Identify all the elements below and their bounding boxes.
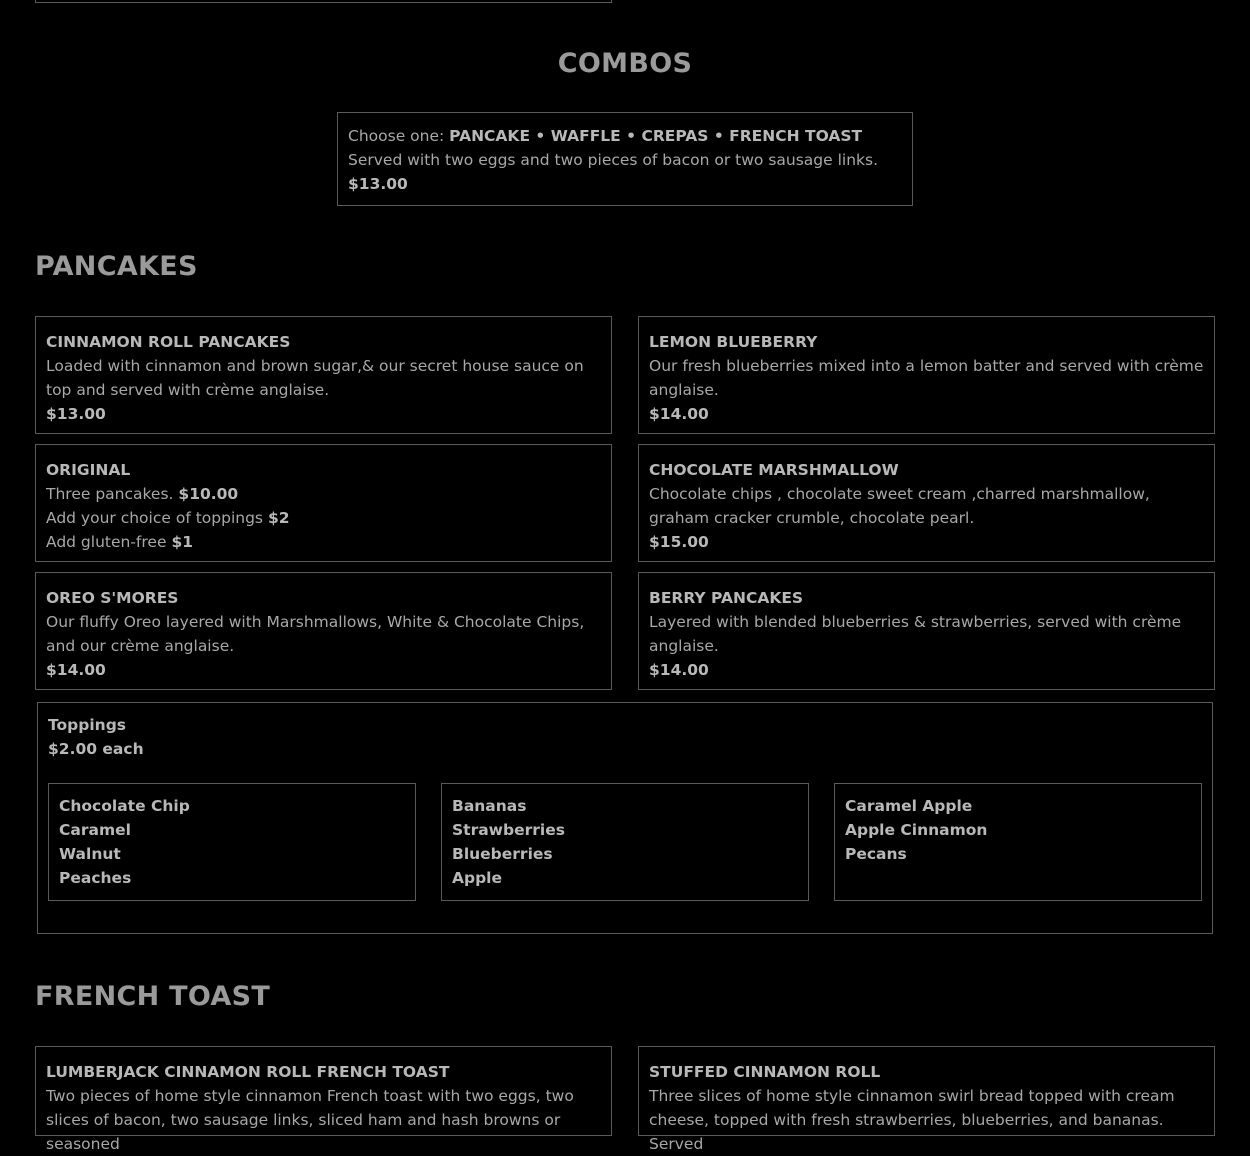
topping-item: Walnut: [59, 845, 121, 863]
item-name: LUMBERJACK CINNAMON ROLL FRENCH TOAST: [46, 1063, 450, 1081]
item-price: $14.00: [649, 661, 709, 679]
topping-item: Pecans: [845, 845, 907, 863]
combo-desc: Served with two eggs and two pieces of bacon or two sausage links.: [348, 151, 879, 169]
item-line: [46, 506, 601, 530]
menu-item-lumberjack-french-toast: [35, 1046, 612, 1153]
item-name: LEMON BLUEBERRY: [649, 333, 818, 351]
topping-item: Caramel: [59, 821, 131, 839]
item-name: CHOCOLATE MARSHMALLOW: [649, 461, 899, 479]
item-desc: Loaded with cinnamon and brown sugar,& our secret house sauce on top and served with crème anglaise.: [46, 357, 584, 399]
item-price: $14.00: [46, 661, 106, 679]
toppings-header: [48, 713, 144, 761]
section-title-french-toast: FRENCH TOAST: [35, 981, 271, 1012]
toppings-title: Toppings: [48, 716, 127, 734]
menu-item-stuffed-cinnamon-roll: [638, 1046, 1215, 1153]
item-name: BERRY PANCAKES: [649, 589, 804, 607]
topping-item: Bananas: [452, 797, 527, 815]
toppings-price: $2.00 each: [48, 740, 144, 758]
item-price: $15.00: [649, 533, 709, 551]
menu-item-lemon-blueberry: [638, 316, 1215, 434]
item-line: [46, 530, 601, 554]
item-line-text: Three pancakes.: [46, 485, 174, 503]
combo-choose-prefix: Choose one:: [348, 127, 445, 145]
topping-item: Chocolate Chip: [59, 797, 190, 815]
item-desc: Two pieces of home style cinnamon French toast with two eggs, two slices of bacon, two sausage links, sliced ham and hash browns or seasoned: [46, 1087, 574, 1153]
combo-options: PANCAKE • WAFFLE • CREPAS • FRENCH TOAST: [449, 127, 863, 145]
topping-item: Apple Cinnamon: [845, 821, 988, 839]
item-name: CINNAMON ROLL PANCAKES: [46, 333, 291, 351]
menu-item-cinnamon-roll-pancakes: [35, 316, 612, 434]
item-desc: Our fluffy Oreo layered with Marshmallows, White & Chocolate Chips, and our crème anglaise.: [46, 613, 585, 655]
item-line-text: Add gluten-free: [46, 533, 167, 551]
toppings-column-1: [48, 783, 416, 901]
combo-choose-line: [348, 124, 902, 148]
topping-item: Caramel Apple: [845, 797, 973, 815]
topping-item: Strawberries: [452, 821, 565, 839]
item-desc: Chocolate chips , chocolate sweet cream ,charred marshmallow, graham cracker crumble, chocolate pearl.: [649, 485, 1150, 527]
item-desc: Our fresh blueberries mixed into a lemon batter and served with crème anglaise.: [649, 357, 1204, 399]
previous-item-card: [35, 0, 612, 3]
item-line-price: $10.00: [178, 485, 239, 503]
topping-item: Peaches: [59, 869, 132, 887]
topping-item: Apple: [452, 869, 503, 887]
combo-card: [337, 112, 913, 206]
menu-item-original: [35, 444, 612, 562]
topping-item: Blueberries: [452, 845, 553, 863]
item-name: OREO S'MORES: [46, 589, 179, 607]
item-name: ORIGINAL: [46, 461, 131, 479]
toppings-column-2: [441, 783, 809, 901]
toppings-column-3: [834, 783, 1202, 901]
item-desc: Layered with blended blueberries & strawberries, served with crème anglaise.: [649, 613, 1182, 655]
section-title-combos: COMBOS: [557, 48, 693, 79]
menu-item-berry-pancakes: [638, 572, 1215, 690]
menu-item-chocolate-marshmallow: [638, 444, 1215, 562]
combo-price: $13.00: [348, 175, 408, 193]
item-desc: Three slices of home style cinnamon swirl bread topped with cream cheese, topped with fresh strawberries, blueberries, and bananas. Served: [649, 1087, 1175, 1153]
toppings-panel: [37, 702, 1213, 934]
item-name: STUFFED CINNAMON ROLL: [649, 1063, 881, 1081]
item-price: $13.00: [46, 405, 106, 423]
menu-item-oreo-smores: [35, 572, 612, 690]
item-line: [46, 482, 601, 506]
item-line-price: $2: [267, 509, 290, 527]
item-line-price: $1: [171, 533, 194, 551]
section-title-pancakes: PANCAKES: [35, 251, 198, 282]
item-price: $14.00: [649, 405, 709, 423]
item-line-text: Add your choice of toppings: [46, 509, 263, 527]
